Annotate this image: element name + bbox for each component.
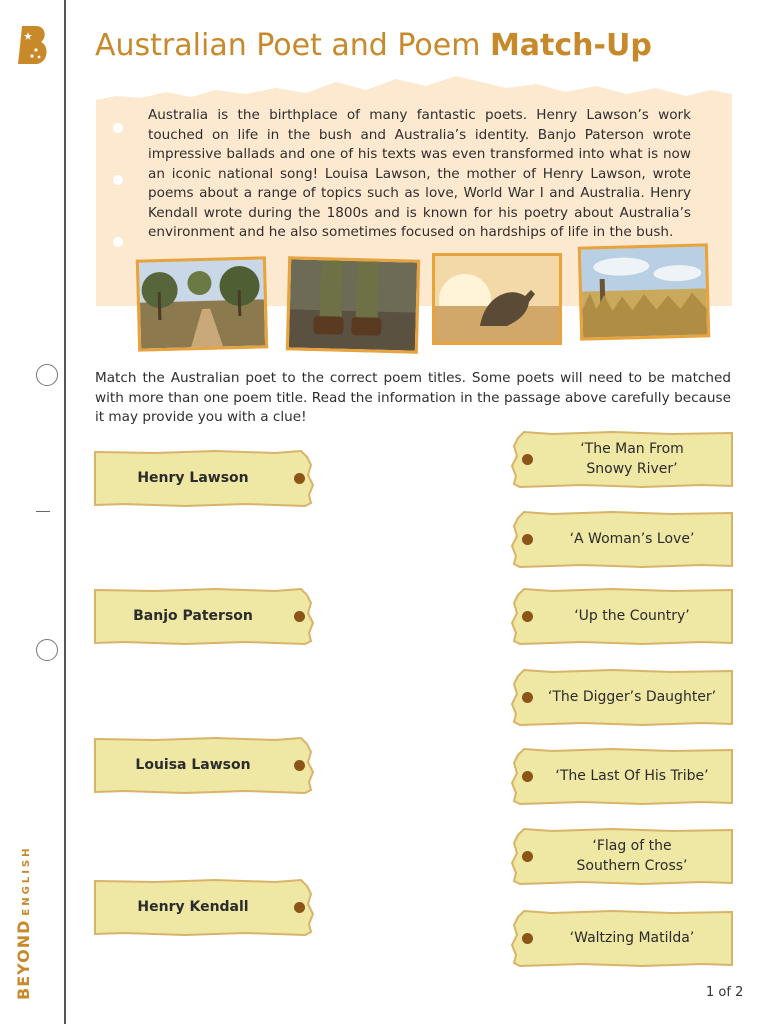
brand-wordmark [14,846,33,1001]
poem-title: ‘A Woman’s Love’ [569,531,695,547]
poem-card-last-of-his-tribe[interactable] [512,747,732,805]
poem-title: ‘Waltzing Matilda’ [569,930,695,946]
match-dot[interactable] [522,692,533,703]
poet-name: Henry Kendall [137,899,249,915]
poem-title: ‘Up the Country’ [574,608,690,624]
poem-title: ‘The Man From Snowy River’ [580,441,684,477]
bush-track-photo [136,256,268,351]
brand-word-beyond: BEYOND [14,919,33,1000]
title-bold: Match-Up [489,28,652,63]
match-dot[interactable] [294,473,305,484]
page-title [95,28,652,63]
poem-title: ‘Flag of the Southern Cross’ [576,838,688,874]
match-dot[interactable] [522,771,533,782]
poet-card-louisa-lawson[interactable] [95,736,315,794]
poem-card-man-from-snowy-river[interactable] [512,430,732,488]
boots-photo [286,256,420,353]
match-dot[interactable] [294,902,305,913]
match-dot[interactable] [522,933,533,944]
instructions: Match the Australian poet to the correct poem titles. Some poets will need to be matched with more than one poem title. Read the information in the passage above carefully because it may provide you with a clue! [95,370,731,425]
brand-word-english: ENGLISH [21,845,32,916]
match-dot[interactable] [522,851,533,862]
poet-name: Louisa Lawson [135,757,251,773]
match-dot[interactable] [294,760,305,771]
poet-card-henry-lawson[interactable] [95,449,315,507]
page-number: 1 of 2 [706,985,744,1000]
poet-card-henry-kendall[interactable] [95,878,315,936]
poem-card-a-womans-love[interactable] [512,510,732,568]
match-dot[interactable] [294,611,305,622]
margin-line [64,0,66,1024]
intro-passage: Australia is the birthplace of many fantastic poets. Henry Lawson’s work touched on life in the bush and Australia’s identity. Banjo Paterson wrote impressive ballads and one of his texts was even transformed into what is now an iconic national song! Louisa Lawson, the mother of Henry Lawson, wrote poems about a range of topics such as love, World War I and Australia. Henry Kendall wrote during the 1800s and is known for his poetry about Australia’s environment and he also sometimes focused on hardships of life in the bush. [148,107,691,240]
poem-title: ‘The Last Of His Tribe’ [555,768,709,784]
match-dot[interactable] [522,534,533,545]
title-regular: Australian Poet and Poem [95,28,490,63]
margin-tick [36,511,50,512]
poem-card-up-the-country[interactable] [512,587,732,645]
poem-card-waltzing-matilda[interactable] [512,909,732,967]
beyond-logo-icon [16,24,52,66]
poem-title: ‘The Digger’s Daughter’ [547,689,717,705]
poet-name: Banjo Paterson [133,608,253,624]
binder-hole [36,364,58,386]
match-dot[interactable] [522,611,533,622]
grassland-photo [578,243,710,340]
poem-card-diggers-daughter[interactable] [512,668,732,726]
kangaroo-photo [432,253,562,345]
poem-card-flag-of-southern-cross[interactable] [512,827,732,885]
match-dot[interactable] [522,454,533,465]
poet-name: Henry Lawson [137,470,249,486]
poet-card-banjo-paterson[interactable] [95,587,315,645]
binder-hole [36,639,58,661]
